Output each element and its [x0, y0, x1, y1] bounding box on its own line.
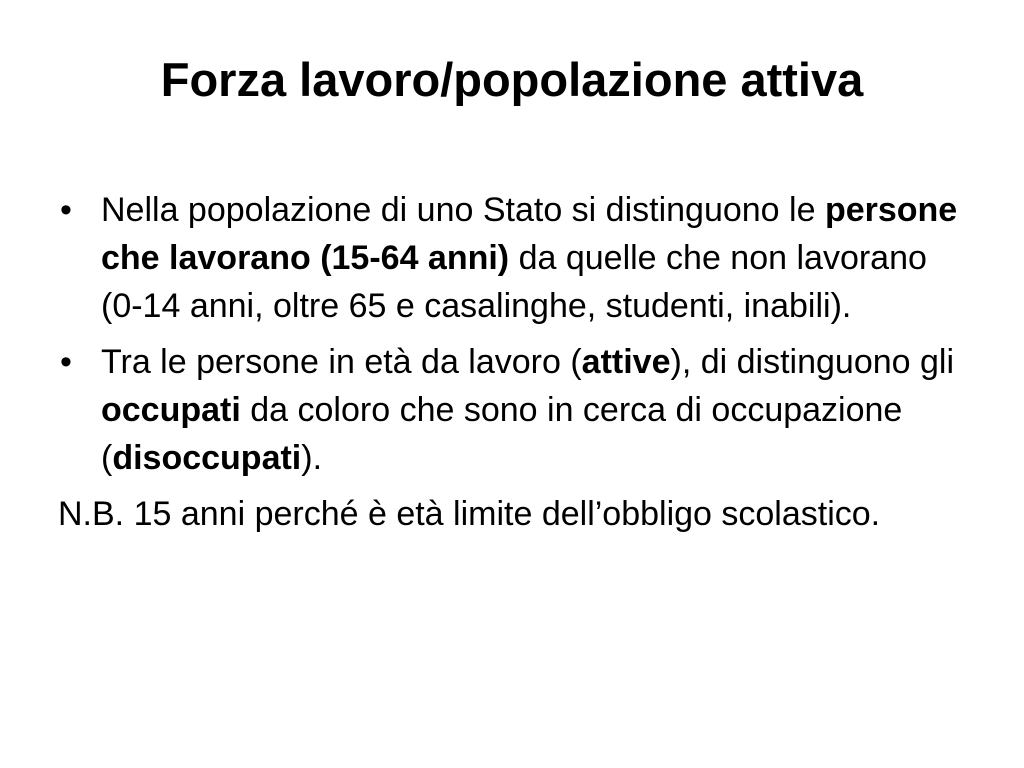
bullet-text: Nella popolazione di uno Stato si distinguono le	[101, 191, 825, 229]
note-text: N.B. 15 anni perché è età limite dell’obbligo scolastico.	[58, 495, 881, 533]
bullet-marker: •	[60, 191, 72, 229]
bullet-text: da quelle che non lavorano (0-14 anni, oltre 65 e casalinghe, studenti, inabili).	[101, 239, 927, 325]
bold-text: disoccupati	[112, 439, 302, 477]
bullet-text: da coloro che sono in cerca di occupazione (	[101, 391, 903, 477]
bullet-text: ).	[301, 439, 323, 477]
slide-title: Forza lavoro/popolazione attiva	[160, 53, 864, 106]
bold-text: attive	[581, 343, 671, 381]
bullet-text: Tra le persone in età da lavoro (	[101, 343, 582, 381]
slide-body	[58, 186, 968, 538]
bullet-item-workers	[58, 186, 968, 330]
bold-text: persone che lavorano (15-64 anni)	[101, 191, 958, 277]
bullet-text: ), di distinguono gli	[670, 343, 955, 381]
bullet-item-active	[58, 338, 968, 482]
bold-text: occupati	[101, 391, 241, 429]
bullet-marker: •	[60, 343, 72, 381]
